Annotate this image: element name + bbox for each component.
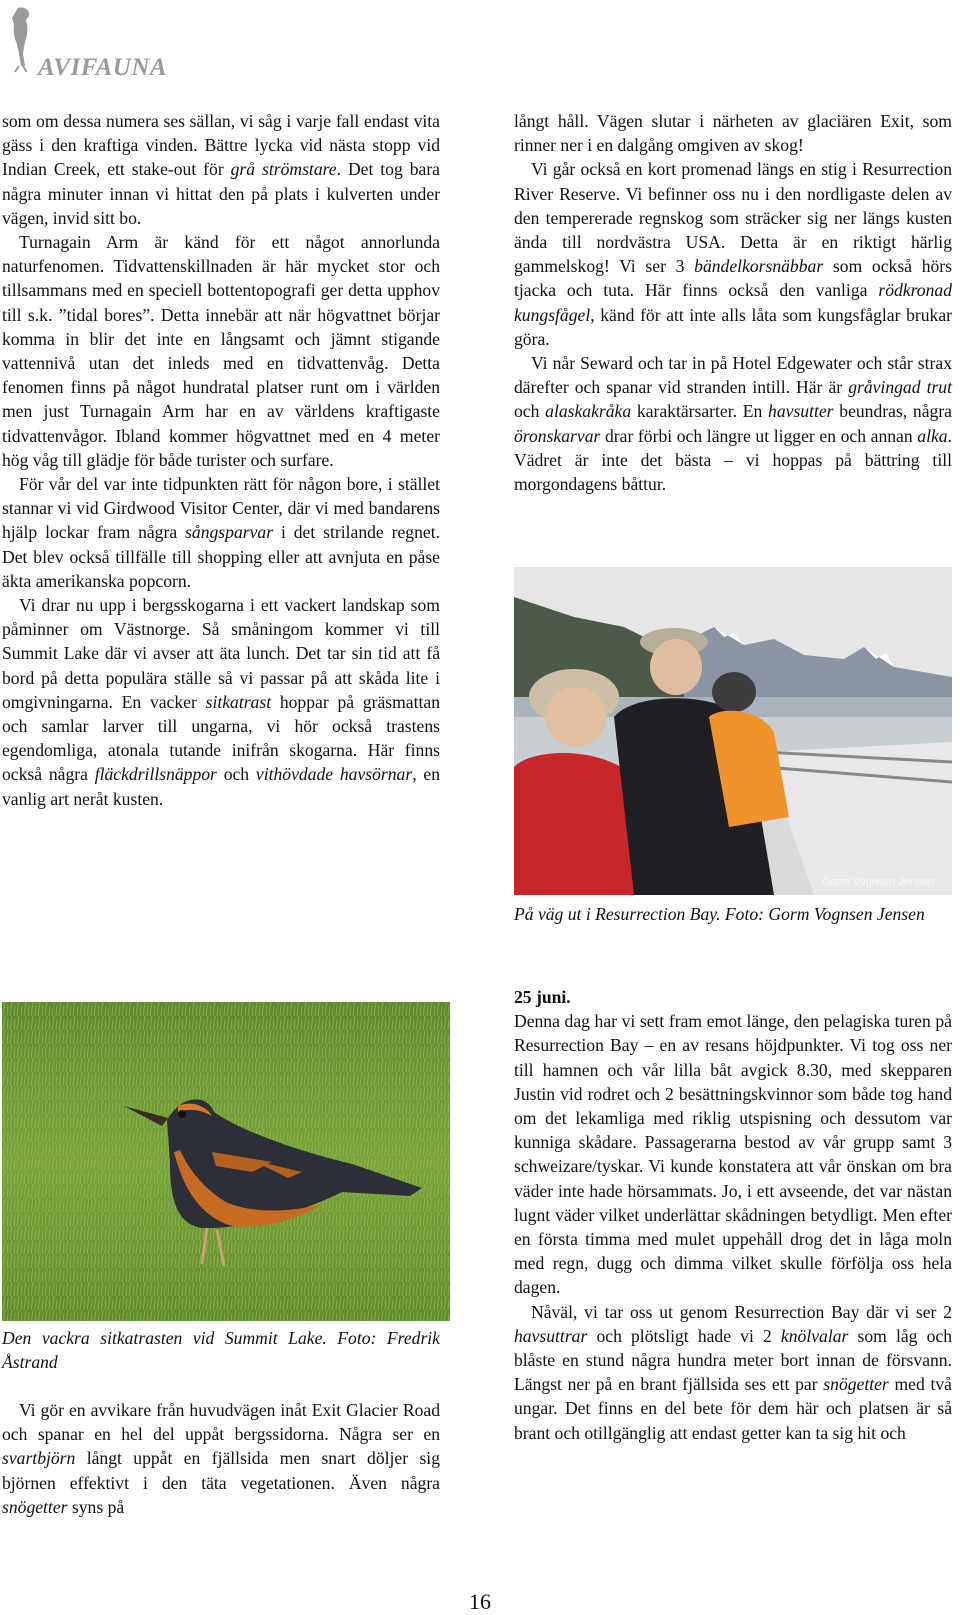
species-name: öronskarvar bbox=[514, 425, 601, 446]
photo-caption: På väg ut i Resurrection Bay. Foto: Gorm Vognsen Jensen bbox=[514, 904, 925, 924]
page-number: 16 bbox=[469, 1589, 491, 1614]
photo-caption: Den vackra sitkatrasten vid Summit Lake. Foto: Fredrik Åstrand bbox=[2, 1328, 440, 1373]
species-name: havsutter bbox=[768, 401, 834, 422]
species-name: havsuttrar bbox=[514, 1325, 588, 1346]
paragraph: Vi gör en avvikare från huvudvägen inåt Exit Glacier Road och spanar en hel del uppåt bergssidorna. Några ser en svartbjörn långt uppåt en fjällsida men snart döljer sig björnen effektivt i den täta vegetationen. Även några snögetter syns på bbox=[2, 1400, 440, 1517]
paragraph: Vi går också en kort promenad längs en stig i Resurrection River Reserve. Vi befinner oss nu i den nordligaste delen av den tempererade regnskog som sträcker sig ner längs kusten ända till nordvästra USA. Detta är en riktigt härlig gammelskog! Vi ser 3 bändelkorsnäbbar som också hörs tjacka och tuta. Här finns också den vanliga rödkronad kungsfågel, känd för att inte alls låta som kungsfåglar brukar göra. bbox=[514, 159, 952, 349]
species-name: grå strömstare bbox=[230, 159, 337, 180]
species-name: svartbjörn bbox=[2, 1448, 76, 1469]
paragraph: För vår del var inte tidpunkten rätt för någon bore, i stället stannar vi vid Girdwood Visitor Center, där vi med bandarens hjälp lockar fram några sångsparvar i det strilande regnet. Det blev också tillfälle till shopping eller att avnjuta en påse äkta amerikanska popcorn. bbox=[2, 474, 441, 591]
date-heading: 25 juni. bbox=[514, 987, 571, 1007]
paragraph: Vi når Seward och tar in på Hotel Edgewater och står strax därefter och spanar vid stranden intill. Här är gråvingad trut och alaskakråka karaktärsarter. En havsutter beundras, några öronskarvar drar förbi och längre ut ligger en och annan alka. Vädret är inte det bästa – vi hoppas på bättring till morgondagens båttur. bbox=[514, 353, 952, 495]
paragraph: Vi drar nu upp i bergsskogarna i ett vackert landskap som påminner om Västnorge. Så småningom kommer vi till Summit Lake där vi avser att äta lunch. Det tar sin tid att få bord på detta populära ställe så vi passar på att skåda lite i omgivningarna. En vacker sitkatrast hoppar på gräsmattan och samlar larver till ungarna, vi hör också trastens egendomliga, atonala tutande inifrån skogarna. Här finns också några fläckdrillsnäppor och vithövdade havsörnar, en vanlig art neråt kusten. bbox=[2, 595, 440, 809]
species-name: vithövdade havsörnar bbox=[255, 764, 413, 785]
photo-credit-watermark: Gorm Vognsen Jensen bbox=[822, 876, 934, 888]
varied-thrush-photo bbox=[2, 1002, 450, 1321]
paragraph: Turnagain Arm är känd för ett något annorlunda naturfenomen. Tidvattenskillnaden är här mycket stor och tillsammans med en speciell bottentopografi ger detta upphov till s.k. ”tidal bores”. Detta innebär att när högvattnet börjar komma in blir det inte en långsamt och jämnt stigande vattennivå utan det inleds med en tidvattenvåg. Detta fenomen finns på något hundratal platser runt om i världen men just Turnagain Arm har en av världens kraftigaste tidvattenvågor. Ibland kommer högvattnet med en 4 meter hög våg till glädje för både turister och surfare. bbox=[2, 232, 440, 470]
species-name: fläckdrillsnäppor bbox=[94, 764, 217, 785]
species-name: alka bbox=[917, 425, 948, 446]
species-name: knölvalar bbox=[780, 1325, 849, 1346]
avifauna-logo bbox=[4, 4, 184, 81]
paragraph: som om dessa numera ses sällan, vi såg i varje fall endast vita gäss i den kraftiga vinden. Bättre lycka vid nästa stopp vid Indian Creek, ett stake-out för grå strömstare. Det tog bara några minuter innan vi hittat den på plats i kulverten under vägen, invid sitt bo. bbox=[2, 111, 440, 228]
species-name: sitkatrast bbox=[205, 691, 272, 712]
logo-text: AVIFAUNA bbox=[38, 54, 168, 81]
species-name: alaskakråka bbox=[545, 401, 632, 422]
species-name: bändelkorsnäbbar bbox=[694, 256, 824, 277]
species-name: rödkronad kungsfågel bbox=[514, 280, 952, 325]
right-column-bottom bbox=[514, 985, 952, 1445]
paragraph: långt håll. Vägen slutar i närheten av glaciären Exit, som rinner ner i en dalgång omgiven av skog! bbox=[514, 111, 952, 156]
species-name: snögetter bbox=[2, 1496, 68, 1517]
species-name: gråvingad trut bbox=[848, 377, 952, 398]
boat-trip-photo bbox=[514, 567, 952, 895]
species-name: snögetter bbox=[823, 1374, 889, 1395]
left-column bbox=[2, 109, 440, 811]
left-column-bottom bbox=[2, 1398, 440, 1519]
paragraph: Nåväl, vi tar oss ut genom Resurrection Bay där vi ser 2 havsuttrar och plötsligt hade vi 2 knölvalar som låg och blåste en stund några hundra meter bort innan de försvann. Längst ner på en brant fjällsida ses ett par snögetter med två ungar. Det finns en del bete för dem här och platsen är så brant och otillgänglig att endast getter kan ta sig hit och bbox=[514, 1301, 952, 1443]
paragraph: Denna dag har vi sett fram emot länge, den pelagiska turen på Resurrection Bay – en av resans höjdpunkter. Vi tog oss ner till hamnen och vår lilla båt avgick 8.30, med skepparen Justin vid rodret och 2 besättningskvinnor som både tog hand om det lekamliga med riklig utspisning och dessutom var kunniga skådare. Passagerarna bestod av vår grupp samt 3 schweizare/tyskar. Vi kunde konstatera att vår önskan om bra väder inte hade hörsammats. Jo, i ett avseende, det var nästan lugnt väder vilket underlättar skådningen betydligt. Men efter en första timma med mulet uppehåll drog det in låga moln med regn, dugg och dimma vilket skulle förfölja oss hela dagen. bbox=[514, 1011, 952, 1298]
right-column bbox=[514, 109, 952, 496]
species-name: sångsparvar bbox=[185, 522, 274, 543]
